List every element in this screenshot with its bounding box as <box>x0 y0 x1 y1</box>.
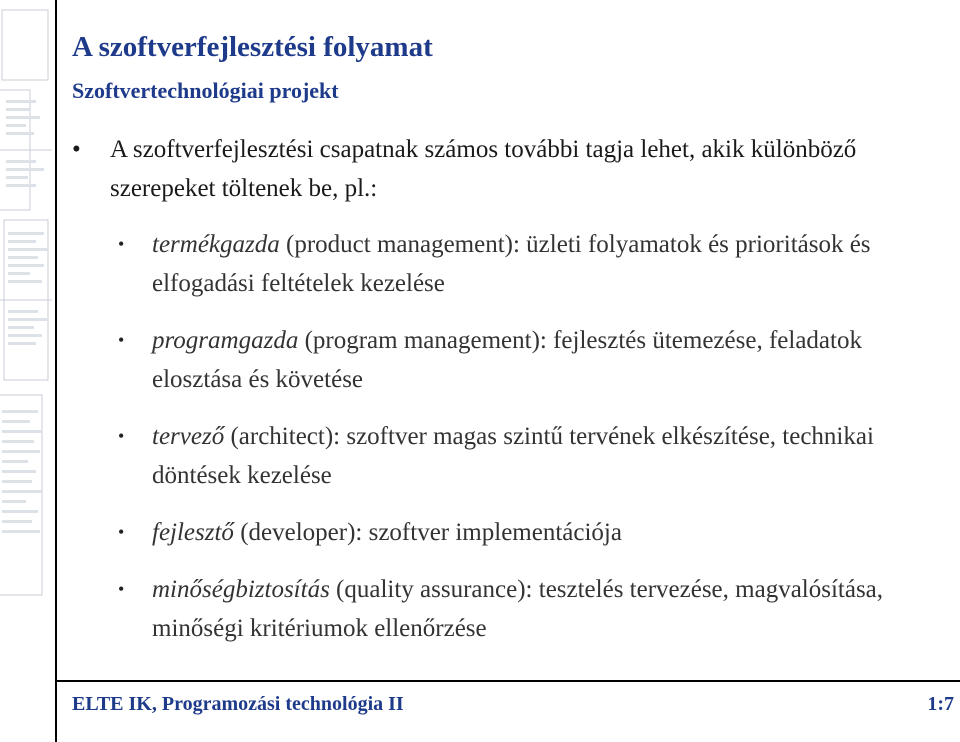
role-description: (product management): üzleti folyamatok és prioritások és elfogadási feltételek kezelése <box>152 231 871 297</box>
role-term: tervező <box>152 423 225 450</box>
footer-course-label: ELTE IK, Programozási technológia II <box>72 693 404 715</box>
role-description: (program management): fejlesztés ütemezése, feladatok elosztása és követése <box>152 327 862 393</box>
main-bullet <box>72 130 932 208</box>
role-item-qa <box>118 570 928 648</box>
main-bullet-text: A szoftverfejlesztési csapatnak számos további tagja lehet, akik különböző szerepeket töltenek be, pl.: <box>110 136 857 202</box>
page-title: A szoftverfejlesztési folyamat <box>72 31 433 63</box>
role-item-architect <box>118 417 928 495</box>
footer-divider <box>55 680 960 682</box>
bullet-dot-icon: • <box>118 579 125 599</box>
role-term: termékgazda <box>152 231 280 258</box>
slide-number: 1:7 <box>927 693 954 715</box>
bullet-dot-icon: • <box>118 426 125 446</box>
role-item-product <box>118 225 928 303</box>
role-term: fejlesztő <box>152 519 234 546</box>
left-border-line <box>55 0 57 742</box>
bullet-dot-icon: • <box>118 522 125 542</box>
bullet-dot-icon: • <box>72 136 81 163</box>
role-term: minőségbiztosítás <box>152 576 330 603</box>
faded-uml-diagram-icon <box>0 0 52 742</box>
role-item-program <box>118 321 928 399</box>
role-description: (developer): szoftver implementációja <box>233 519 622 546</box>
bullet-dot-icon: • <box>118 330 125 350</box>
page-subtitle: Szoftvertechnológiai projekt <box>72 78 339 103</box>
role-description: (quality assurance): tesztelés tervezése, magvalósítása, minőségi kritériumok ellenőrzése <box>152 576 884 642</box>
role-description: (architect): szoftver magas szintű tervének elkészítése, technikai döntések kezelése <box>152 423 874 489</box>
role-term: programgazda <box>152 327 299 354</box>
role-list <box>118 225 928 666</box>
decorative-diagram-strip <box>0 0 52 742</box>
bullet-dot-icon: • <box>118 234 125 254</box>
role-item-developer <box>118 513 928 552</box>
